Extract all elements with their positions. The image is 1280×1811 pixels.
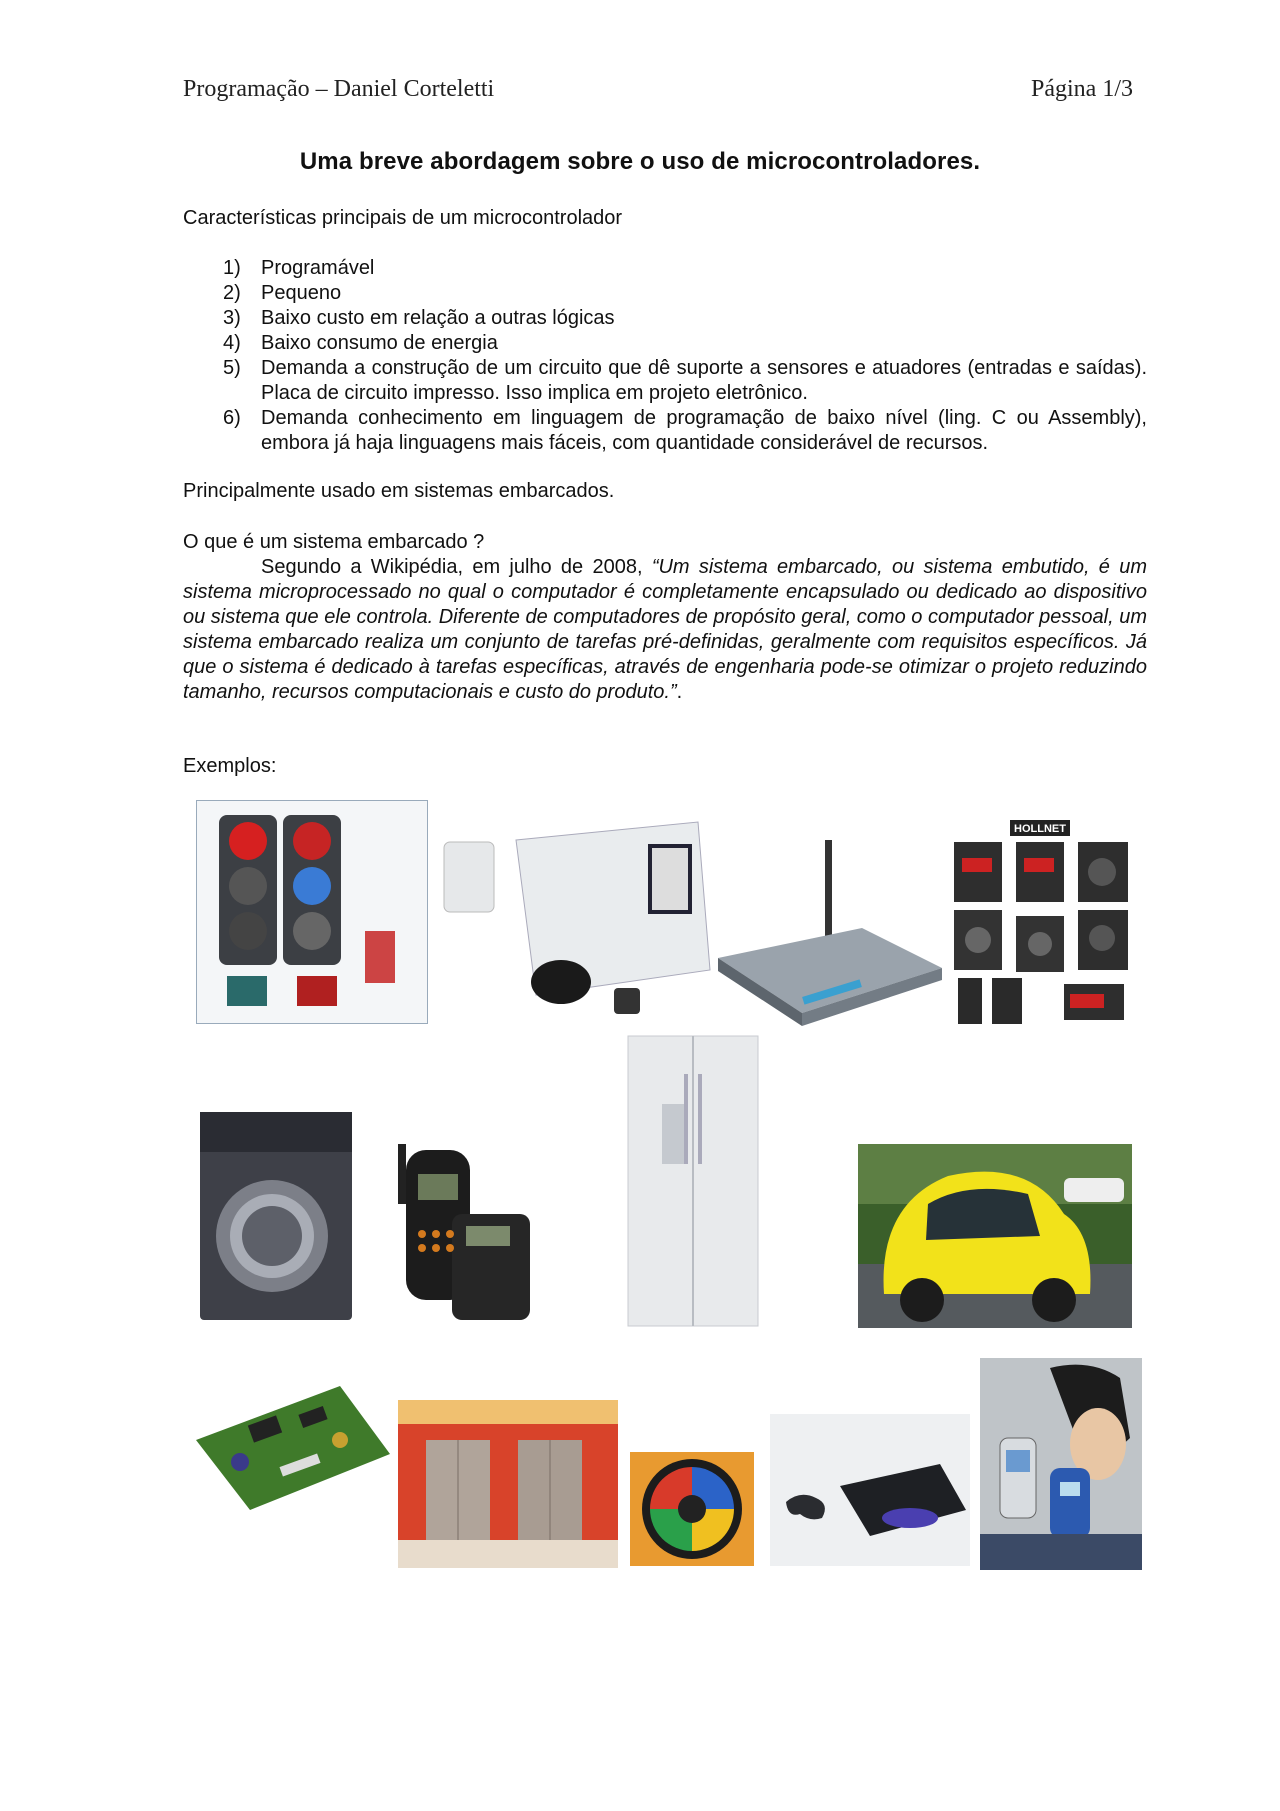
list-number: 6) xyxy=(223,407,241,429)
list-text: Demanda a construção de um circuito que dê suporte a sensores e atuadores (entradas e saídas). Placa de circuito impresso. Isso implica em projeto eletrônico. xyxy=(261,357,1147,404)
list-number: 5) xyxy=(223,357,241,379)
wireless-router-image xyxy=(712,838,950,1028)
video-game-console-image xyxy=(770,1414,970,1566)
list-number: 2) xyxy=(223,282,241,304)
quote-lead: Segundo a Wikipédia, em julho de 2008, xyxy=(261,556,652,578)
alarm-panel-image xyxy=(436,820,714,1026)
feature-list xyxy=(183,256,1147,456)
breathalyzer-image xyxy=(980,1358,1142,1570)
list-text: Baixo consumo de energia xyxy=(261,332,498,354)
list-text: Programável xyxy=(261,257,375,279)
intro-text: Características principais de um microcontrolador xyxy=(183,207,623,229)
refrigerator-image xyxy=(618,1034,768,1330)
list-item xyxy=(183,306,1147,331)
list-item xyxy=(183,256,1147,281)
quote-end: . xyxy=(676,681,683,703)
list-number: 1) xyxy=(223,257,241,279)
document-title: Uma breve abordagem sobre o uso de microcontroladores. xyxy=(299,148,981,175)
list-number: 3) xyxy=(223,307,241,329)
circuit-board-image xyxy=(190,1370,396,1520)
traffic-light-image xyxy=(196,800,428,1024)
wikipedia-quote xyxy=(183,555,1147,705)
list-text: Baixo custo em relação a outras lógicas xyxy=(261,307,615,329)
controllers-image xyxy=(952,818,1132,1028)
simon-game-image xyxy=(630,1452,754,1566)
list-text: Demanda conhecimento em linguagem de programação de baixo nível (ling. C ou Assembly), embora já haja linguagens mais fáceis, com quantidade considerável de recursos. xyxy=(261,407,1147,454)
question-text: O que é um sistema embarcado ? xyxy=(183,531,485,553)
examples-label: Exemplos: xyxy=(183,755,277,777)
header-left: Programação – Daniel Corteletti xyxy=(183,76,495,102)
list-text: Pequeno xyxy=(261,282,342,304)
smart-car-image xyxy=(858,1144,1132,1328)
list-item xyxy=(183,331,1147,356)
brand-label: HOLLNET xyxy=(1014,823,1066,835)
page-number: Página 1/3 xyxy=(1031,76,1133,102)
list-item xyxy=(183,281,1147,306)
elevator-image xyxy=(398,1400,618,1568)
usage-text: Principalmente usado em sistemas embarcados. xyxy=(183,480,615,502)
washing-machine-image xyxy=(196,1108,356,1324)
list-item xyxy=(183,356,1147,406)
quote-body: “Um sistema embarcado, ou sistema embutido, é um sistema microprocessado no qual o computador é completamente encapsulado ou dedicado ao dispositivo ou sistema que ele controla. Diferente de computadores de propósito geral, como o computador pessoal, um sistema embarcado realiza um conjunto de tarefas pré-definidas, geralmente com requisitos específicos. Já que o sistema é dedicado à tarefas específicas, através de engenharia pode-se otimizar o projeto reduzindo tamanho, recursos computacionais e custo do produto.” xyxy=(183,556,1148,703)
list-number: 4) xyxy=(223,332,241,354)
list-item xyxy=(183,406,1147,456)
cordless-phone-image xyxy=(396,1130,532,1326)
